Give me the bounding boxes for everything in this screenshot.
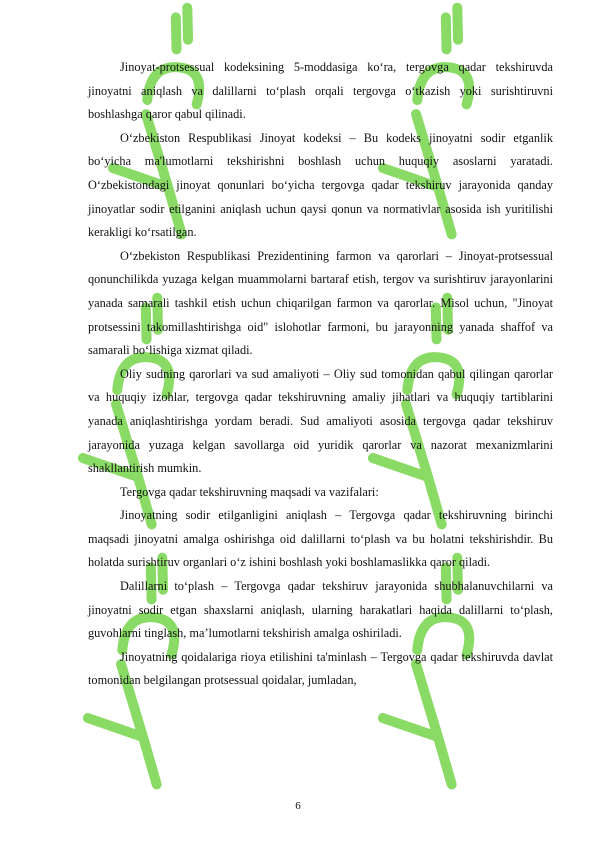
paragraph: Jinoyat-protsessual kodeksining 5-moddasiga ko‘ra, tergovga qadar tekshiruvda jinoyatni aniqlash va dalillarni to‘plash orqali tergovga o‘tkazish yoki surishtiruvni boshlashga qaror qabul qilinadi. [88, 60, 553, 122]
paragraph: O‘zbekiston Respublikasi Prezidentining farmon va qarorlari – Jinoyat-protsessual qonunchilikda yuzaga kelgan muammolarni bartaraf etish, tergov va surishtiruv jarayonlarini yanada samarali tashkil etish uchun chiqarilgan farmon va qarorlar. Misol uchun, "Jinoyat protsessini takomillashtirishga oid" islohotlar farmoni, bu jarayonning yanada shaffof va samarali bo‘lishiga xizmat qiladi. [88, 248, 553, 358]
paragraph: Dalillarni to‘plash – Tergovga qadar tekshiruv jarayonida shubhalanuvchilarni va jinoyatni sodir etgan shaxslarni aniqlash, ularning harakatlari haqida dalillarni to‘plash, guvohlarni tinglash, ma’lumotlarni tekshirish amalga oshiriladi. [88, 579, 553, 641]
document-body [88, 56, 553, 693]
page-number: 6 [295, 800, 301, 812]
paragraph: O‘zbekiston Respublikasi Jinoyat kodeksi – Bu kodeks jinoyatni sodir etganlik bo‘yicha ma'lumotlarni tekshirishni boshlash uchun huquqiy asoslarni yaratadi. O‘zbekistondagi jinoyat qonunlari bo‘yicha tergovga qadar tekshiruv jarayonida qanday jinoyatlar sodir etilganini aniqlash uchun qaysi qonun va normativlar asosida ish yuritilishi kerakligi ko‘rsatilgan. [88, 130, 553, 240]
paragraph: Jinoyatning qoidalariga rioya etilishini ta'minlash – Tergovga qadar tekshiruvda davlat tomonidan belgilangan protsessual qoidalar, jumladan, [88, 649, 553, 688]
section-heading: Tergovga qadar tekshiruvning maqsadi va vazifalari: [120, 484, 379, 499]
paragraph: Oliy sudning qarorlari va sud amaliyoti – Oliy sud tomonidan qabul qilingan qarorlar va huquqiy izohlar, tergovga qadar tekshiruvning amaliy jihatlari va huquqiy tartiblarini yanada aniqlashtirishga yordam beradi. Sud amaliyoti asosida tergovga qadar tekshiruv jarayonida yuzaga kelgan savollarga oid yuridik qarorlar va nazorat mexanizmlarini shakllantirish mumkin. [88, 366, 553, 476]
paragraph: Jinoyatning sodir etilganligini aniqlash – Tergovga qadar tekshiruvning birinchi maqsadi jinoyatni amalga oshirishga oid dalillarni to‘plash va bu holatni tekshirishdir. Bu holatda surishtiruv organlari o‘z ishini boshlash yoki boshlamaslikka qaror qiladi. [88, 508, 553, 570]
